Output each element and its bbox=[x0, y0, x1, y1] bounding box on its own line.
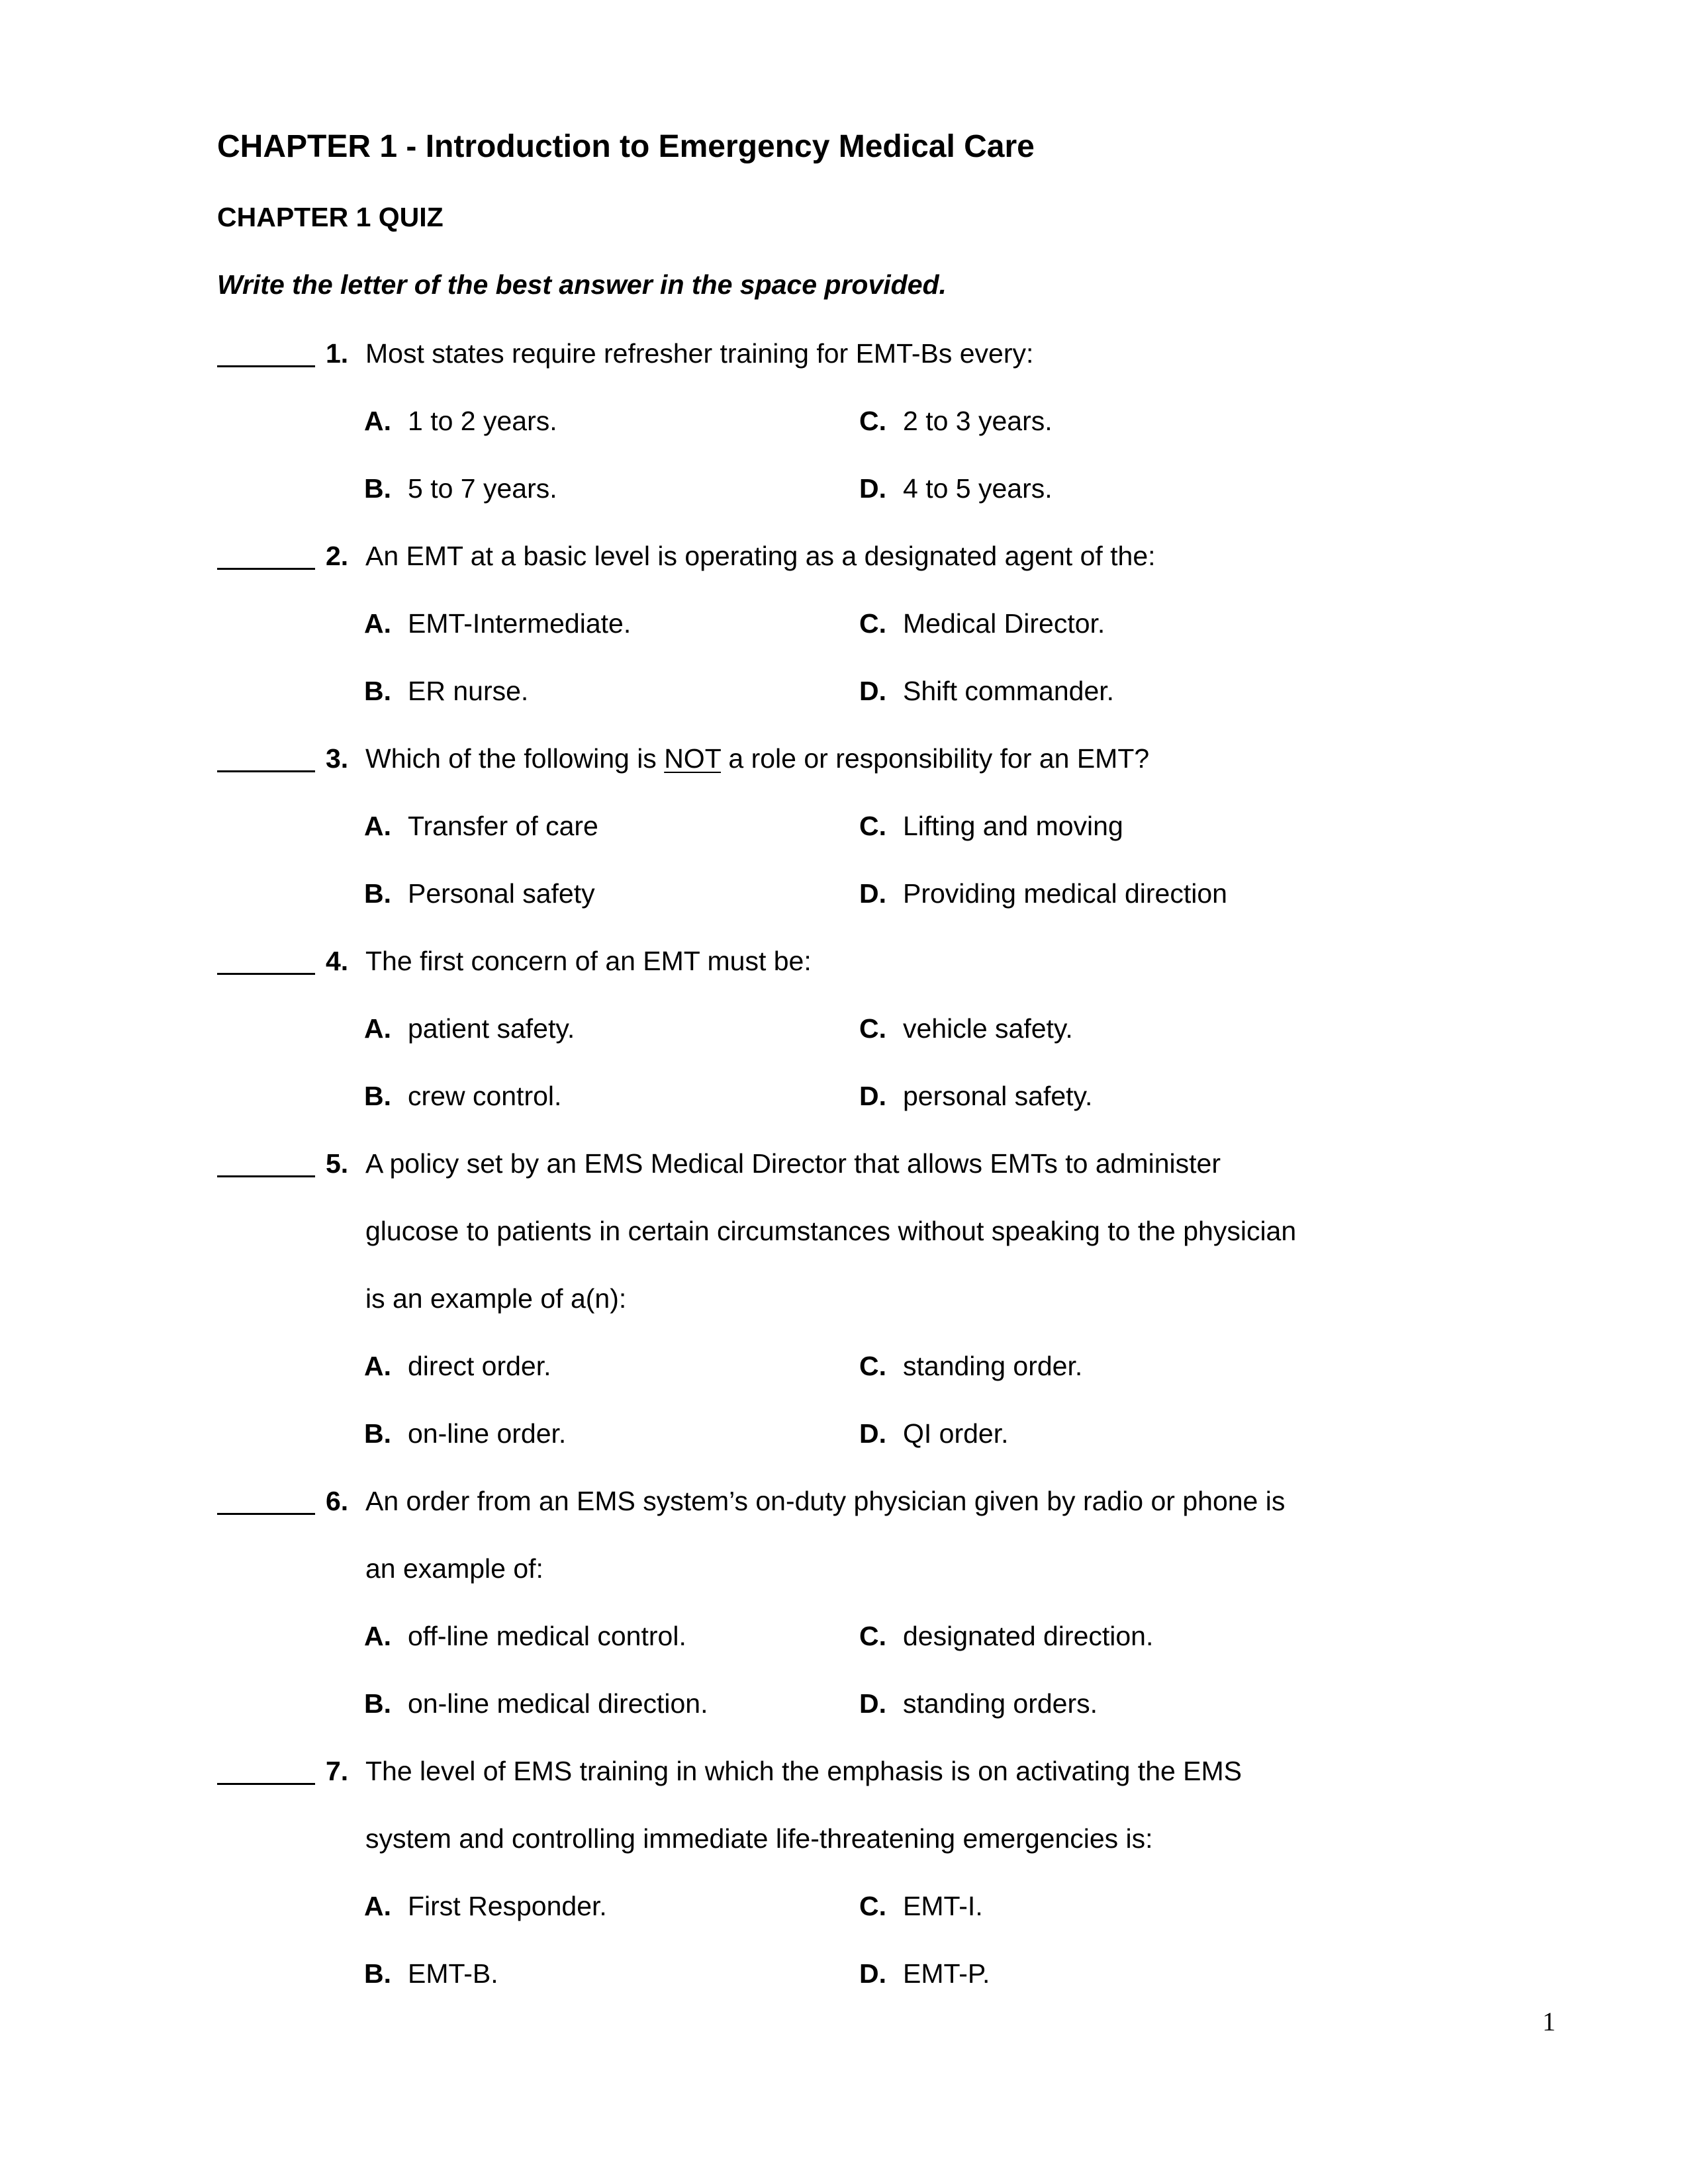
option-letter: D. bbox=[859, 676, 886, 706]
question-text-line-2: system and controlling immediate life-threatening emergencies is: bbox=[365, 1823, 1153, 1854]
option-d bbox=[859, 1079, 1092, 1113]
option-text: 2 to 3 years. bbox=[903, 406, 1053, 436]
option-text: Personal safety bbox=[408, 878, 595, 909]
option-text: EMT-Intermediate. bbox=[408, 608, 632, 639]
question-number: 1. bbox=[326, 338, 349, 369]
option-letter: B. bbox=[364, 1081, 391, 1111]
answer-blank[interactable] bbox=[217, 1783, 315, 1785]
option-text: vehicle safety. bbox=[903, 1013, 1073, 1044]
question-number: 7. bbox=[326, 1756, 349, 1786]
question-text: An EMT at a basic level is operating as a designated agent of the: bbox=[365, 541, 1156, 571]
option-text: on-line medical direction. bbox=[408, 1688, 708, 1719]
option-d bbox=[859, 1416, 1009, 1451]
option-text: First Responder. bbox=[408, 1891, 607, 1921]
option-a bbox=[364, 1349, 551, 1383]
question-text-line-2: glucose to patients in certain circumstances without speaking to the physician bbox=[365, 1216, 1297, 1246]
question-number: 2. bbox=[326, 541, 349, 571]
option-c bbox=[859, 606, 1105, 641]
option-text: standing orders. bbox=[903, 1688, 1098, 1719]
option-c bbox=[859, 1011, 1073, 1046]
option-text: Lifting and moving bbox=[903, 811, 1123, 841]
option-b bbox=[364, 1956, 498, 1991]
option-c bbox=[859, 1619, 1153, 1653]
question-text-line-3: is an example of a(n): bbox=[365, 1283, 627, 1314]
option-d bbox=[859, 876, 1227, 911]
option-letter: B. bbox=[364, 473, 391, 504]
option-text: on-line order. bbox=[408, 1418, 567, 1449]
quiz-title: CHAPTER 1 QUIZ bbox=[217, 202, 444, 232]
option-d bbox=[859, 471, 1053, 506]
option-letter: C. bbox=[859, 608, 886, 639]
option-text: 1 to 2 years. bbox=[408, 406, 557, 436]
option-a bbox=[364, 1011, 575, 1046]
option-letter: D. bbox=[859, 1688, 886, 1719]
option-text: patient safety. bbox=[408, 1013, 575, 1044]
option-letter: A. bbox=[364, 1351, 391, 1381]
option-letter: C. bbox=[859, 1621, 886, 1651]
answer-blank[interactable] bbox=[217, 1175, 315, 1177]
question-text-after: a role or responsibility for an EMT? bbox=[721, 743, 1150, 774]
option-b bbox=[364, 1686, 708, 1721]
option-b bbox=[364, 876, 595, 911]
question-number: 3. bbox=[326, 743, 349, 774]
option-a bbox=[364, 606, 631, 641]
question-number: 6. bbox=[326, 1486, 349, 1516]
answer-blank[interactable] bbox=[217, 1513, 315, 1515]
option-a bbox=[364, 1889, 607, 1923]
option-text: EMT-P. bbox=[903, 1958, 990, 1989]
option-c bbox=[859, 1889, 983, 1923]
option-text: ER nurse. bbox=[408, 676, 529, 706]
option-letter: B. bbox=[364, 1688, 391, 1719]
option-text: personal safety. bbox=[903, 1081, 1093, 1111]
question-text-before: Which of the following is bbox=[365, 743, 665, 774]
question-text: The level of EMS training in which the emphasis is on activating the EMS bbox=[365, 1756, 1243, 1786]
option-text: EMT-I. bbox=[903, 1891, 983, 1921]
option-text: crew control. bbox=[408, 1081, 562, 1111]
option-text: Transfer of care bbox=[408, 811, 598, 841]
option-text: off-line medical control. bbox=[408, 1621, 686, 1651]
answer-blank[interactable] bbox=[217, 770, 315, 772]
option-a bbox=[364, 1619, 686, 1653]
option-letter: A. bbox=[364, 608, 391, 639]
option-letter: A. bbox=[364, 1621, 391, 1651]
option-text: QI order. bbox=[903, 1418, 1009, 1449]
option-letter: D. bbox=[859, 1958, 886, 1989]
chapter-title: CHAPTER 1 - Introduction to Emergency Medical Care bbox=[217, 129, 1035, 164]
answer-blank[interactable] bbox=[217, 973, 315, 975]
option-text: EMT-B. bbox=[408, 1958, 498, 1989]
option-letter: D. bbox=[859, 473, 886, 504]
question-number: 4. bbox=[326, 946, 349, 976]
option-letter: A. bbox=[364, 1013, 391, 1044]
option-d bbox=[859, 1686, 1098, 1721]
option-letter: B. bbox=[364, 1418, 391, 1449]
option-b bbox=[364, 471, 557, 506]
option-letter: B. bbox=[364, 1958, 391, 1989]
option-letter: A. bbox=[364, 1891, 391, 1921]
option-a bbox=[364, 404, 557, 438]
question-text: Most states require refresher training for EMT-Bs every: bbox=[365, 338, 1034, 369]
option-letter: A. bbox=[364, 811, 391, 841]
option-b bbox=[364, 1416, 566, 1451]
question-text: The first concern of an EMT must be: bbox=[365, 946, 812, 976]
option-text: Shift commander. bbox=[903, 676, 1115, 706]
answer-blank[interactable] bbox=[217, 365, 315, 367]
option-a bbox=[364, 809, 598, 843]
option-letter: A. bbox=[364, 406, 391, 436]
question-number: 5. bbox=[326, 1148, 349, 1179]
option-text: designated direction. bbox=[903, 1621, 1154, 1651]
option-text: Medical Director. bbox=[903, 608, 1105, 639]
option-letter: C. bbox=[859, 1013, 886, 1044]
option-b bbox=[364, 674, 528, 708]
page-number: 1 bbox=[1542, 2007, 1556, 2036]
option-b bbox=[364, 1079, 561, 1113]
option-letter: D. bbox=[859, 1418, 886, 1449]
option-letter: B. bbox=[364, 878, 391, 909]
option-letter: D. bbox=[859, 1081, 886, 1111]
question-text bbox=[365, 741, 1149, 776]
question-text: A policy set by an EMS Medical Director that allows EMTs to administer bbox=[365, 1148, 1221, 1179]
option-letter: C. bbox=[859, 1891, 886, 1921]
emphasis-not: NOT bbox=[664, 743, 722, 774]
option-c bbox=[859, 404, 1053, 438]
option-letter: C. bbox=[859, 406, 886, 436]
option-text: Providing medical direction bbox=[903, 878, 1227, 909]
option-text: standing order. bbox=[903, 1351, 1083, 1381]
option-d bbox=[859, 1956, 990, 1991]
option-c bbox=[859, 809, 1123, 843]
option-letter: C. bbox=[859, 1351, 886, 1381]
question-text-line-2: an example of: bbox=[365, 1553, 543, 1584]
option-text: 5 to 7 years. bbox=[408, 473, 557, 504]
option-letter: D. bbox=[859, 878, 886, 909]
option-letter: C. bbox=[859, 811, 886, 841]
option-d bbox=[859, 674, 1114, 708]
question-text: An order from an EMS system’s on-duty physician given by radio or phone is bbox=[365, 1486, 1286, 1516]
option-text: 4 to 5 years. bbox=[903, 473, 1053, 504]
option-letter: B. bbox=[364, 676, 391, 706]
answer-blank[interactable] bbox=[217, 568, 315, 570]
quiz-instructions: Write the letter of the best answer in the space provided. bbox=[217, 269, 947, 300]
option-text: direct order. bbox=[408, 1351, 551, 1381]
option-c bbox=[859, 1349, 1082, 1383]
